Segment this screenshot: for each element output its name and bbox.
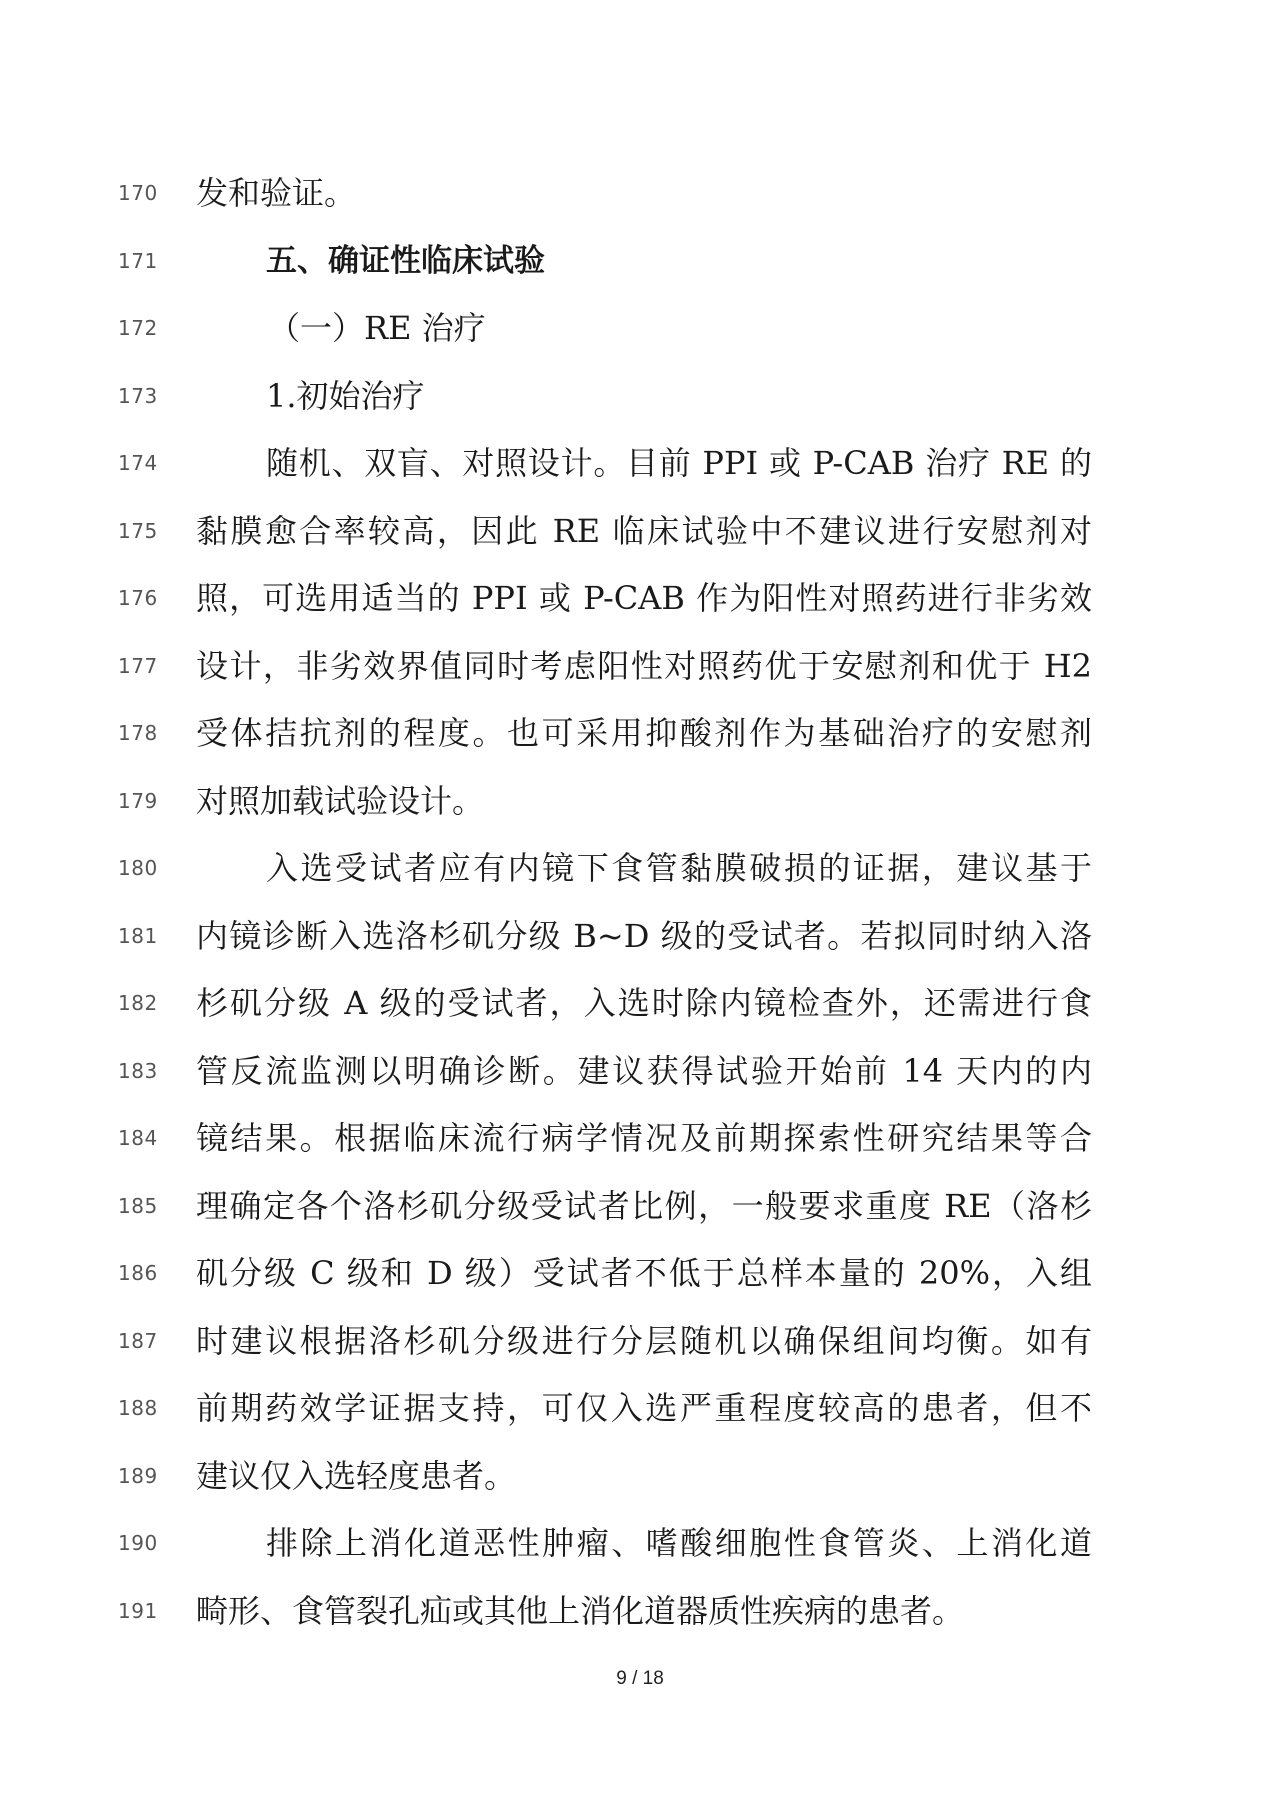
line-number: 185	[118, 1194, 158, 1218]
line-number: 191	[118, 1599, 158, 1623]
line-number: 172	[118, 316, 158, 340]
line-number: 174	[118, 451, 158, 475]
line-number: 181	[118, 924, 158, 948]
line-text: 照，可选用适当的 PPI 或 P-CAB 作为阳性对照药进行非劣效	[196, 579, 1092, 617]
line-170	[0, 173, 1280, 233]
line-text: 对照加载试验设计。	[196, 782, 485, 820]
line-188	[0, 1388, 1280, 1448]
line-number: 177	[118, 654, 158, 678]
line-text: 排除上消化道恶性肿瘤、嗜酸细胞性食管炎、上消化道	[266, 1524, 1092, 1562]
line-text: 管反流监测以明确诊断。建议获得试验开始前 14 天内的内	[196, 1052, 1092, 1090]
line-text: 杉矶分级 A 级的受试者，入选时除内镜检查外，还需进行食	[196, 984, 1092, 1022]
line-189	[0, 1456, 1280, 1516]
line-173	[0, 376, 1280, 436]
line-number: 175	[118, 519, 158, 543]
line-number: 170	[118, 181, 158, 205]
line-number: 186	[118, 1261, 158, 1285]
line-178	[0, 713, 1280, 773]
line-number: 176	[118, 586, 158, 610]
line-number: 178	[118, 721, 158, 745]
line-191	[0, 1591, 1280, 1651]
line-text: 设计，非劣效界值同时考虑阳性对照药优于安慰剂和优于 H2	[196, 647, 1092, 685]
line-number: 183	[118, 1059, 158, 1083]
line-text: 前期药效学证据支持，可仅入选严重程度较高的患者，但不	[196, 1389, 1092, 1427]
line-number: 179	[118, 789, 158, 813]
line-text: 受体拮抗剂的程度。也可采用抑酸剂作为基础治疗的安慰剂	[196, 714, 1092, 752]
line-171	[0, 241, 1280, 301]
line-187	[0, 1321, 1280, 1381]
page-number: 9 / 18	[616, 1668, 664, 1689]
line-180	[0, 848, 1280, 908]
line-number: 188	[118, 1396, 158, 1420]
line-text: 随机、双盲、对照设计。目前 PPI 或 P-CAB 治疗 RE 的	[266, 444, 1092, 482]
section-heading: 五、确证性临床试验	[266, 243, 545, 279]
line-text: 镜结果。根据临床流行病学情况及前期探索性研究结果等合	[196, 1119, 1092, 1157]
line-text: 内镜诊断入选洛杉矶分级 B~D 级的受试者。若拟同时纳入洛	[196, 917, 1092, 955]
line-number: 189	[118, 1464, 158, 1488]
line-172	[0, 308, 1280, 368]
line-number: 184	[118, 1126, 158, 1150]
line-175	[0, 511, 1280, 571]
line-text: 畸形、食管裂孔疝或其他上消化道器质性疾病的患者。	[196, 1592, 965, 1630]
line-181	[0, 916, 1280, 976]
line-number: 173	[118, 384, 158, 408]
line-183	[0, 1051, 1280, 1111]
line-176	[0, 578, 1280, 638]
line-text: 发和验证。	[196, 174, 357, 212]
line-184	[0, 1118, 1280, 1178]
line-text: 建议仅入选轻度患者。	[196, 1457, 517, 1495]
line-186	[0, 1253, 1280, 1313]
line-179	[0, 781, 1280, 841]
line-text: 时建议根据洛杉矶分级进行分层随机以确保组间均衡。如有	[196, 1322, 1092, 1360]
line-text: 理确定各个洛杉矶分级受试者比例，一般要求重度 RE（洛杉	[196, 1187, 1092, 1225]
line-text: 入选受试者应有内镜下食管黏膜破损的证据，建议基于	[266, 849, 1092, 887]
line-number: 171	[118, 249, 158, 273]
line-174	[0, 443, 1280, 503]
line-text: 黏膜愈合率较高，因此 RE 临床试验中不建议进行安慰剂对	[196, 512, 1092, 550]
subsection-heading: （一）RE 治疗	[268, 309, 486, 347]
line-177	[0, 646, 1280, 706]
line-text: 矶分级 C 级和 D 级）受试者不低于总样本量的 20%，入组	[196, 1254, 1092, 1292]
line-number: 190	[118, 1531, 158, 1555]
line-number: 182	[118, 991, 158, 1015]
line-number: 187	[118, 1329, 158, 1353]
line-185	[0, 1186, 1280, 1246]
subsubsection-heading: 1.初始治疗	[266, 377, 425, 415]
line-182	[0, 983, 1280, 1043]
line-number: 180	[118, 856, 158, 880]
line-190	[0, 1523, 1280, 1583]
